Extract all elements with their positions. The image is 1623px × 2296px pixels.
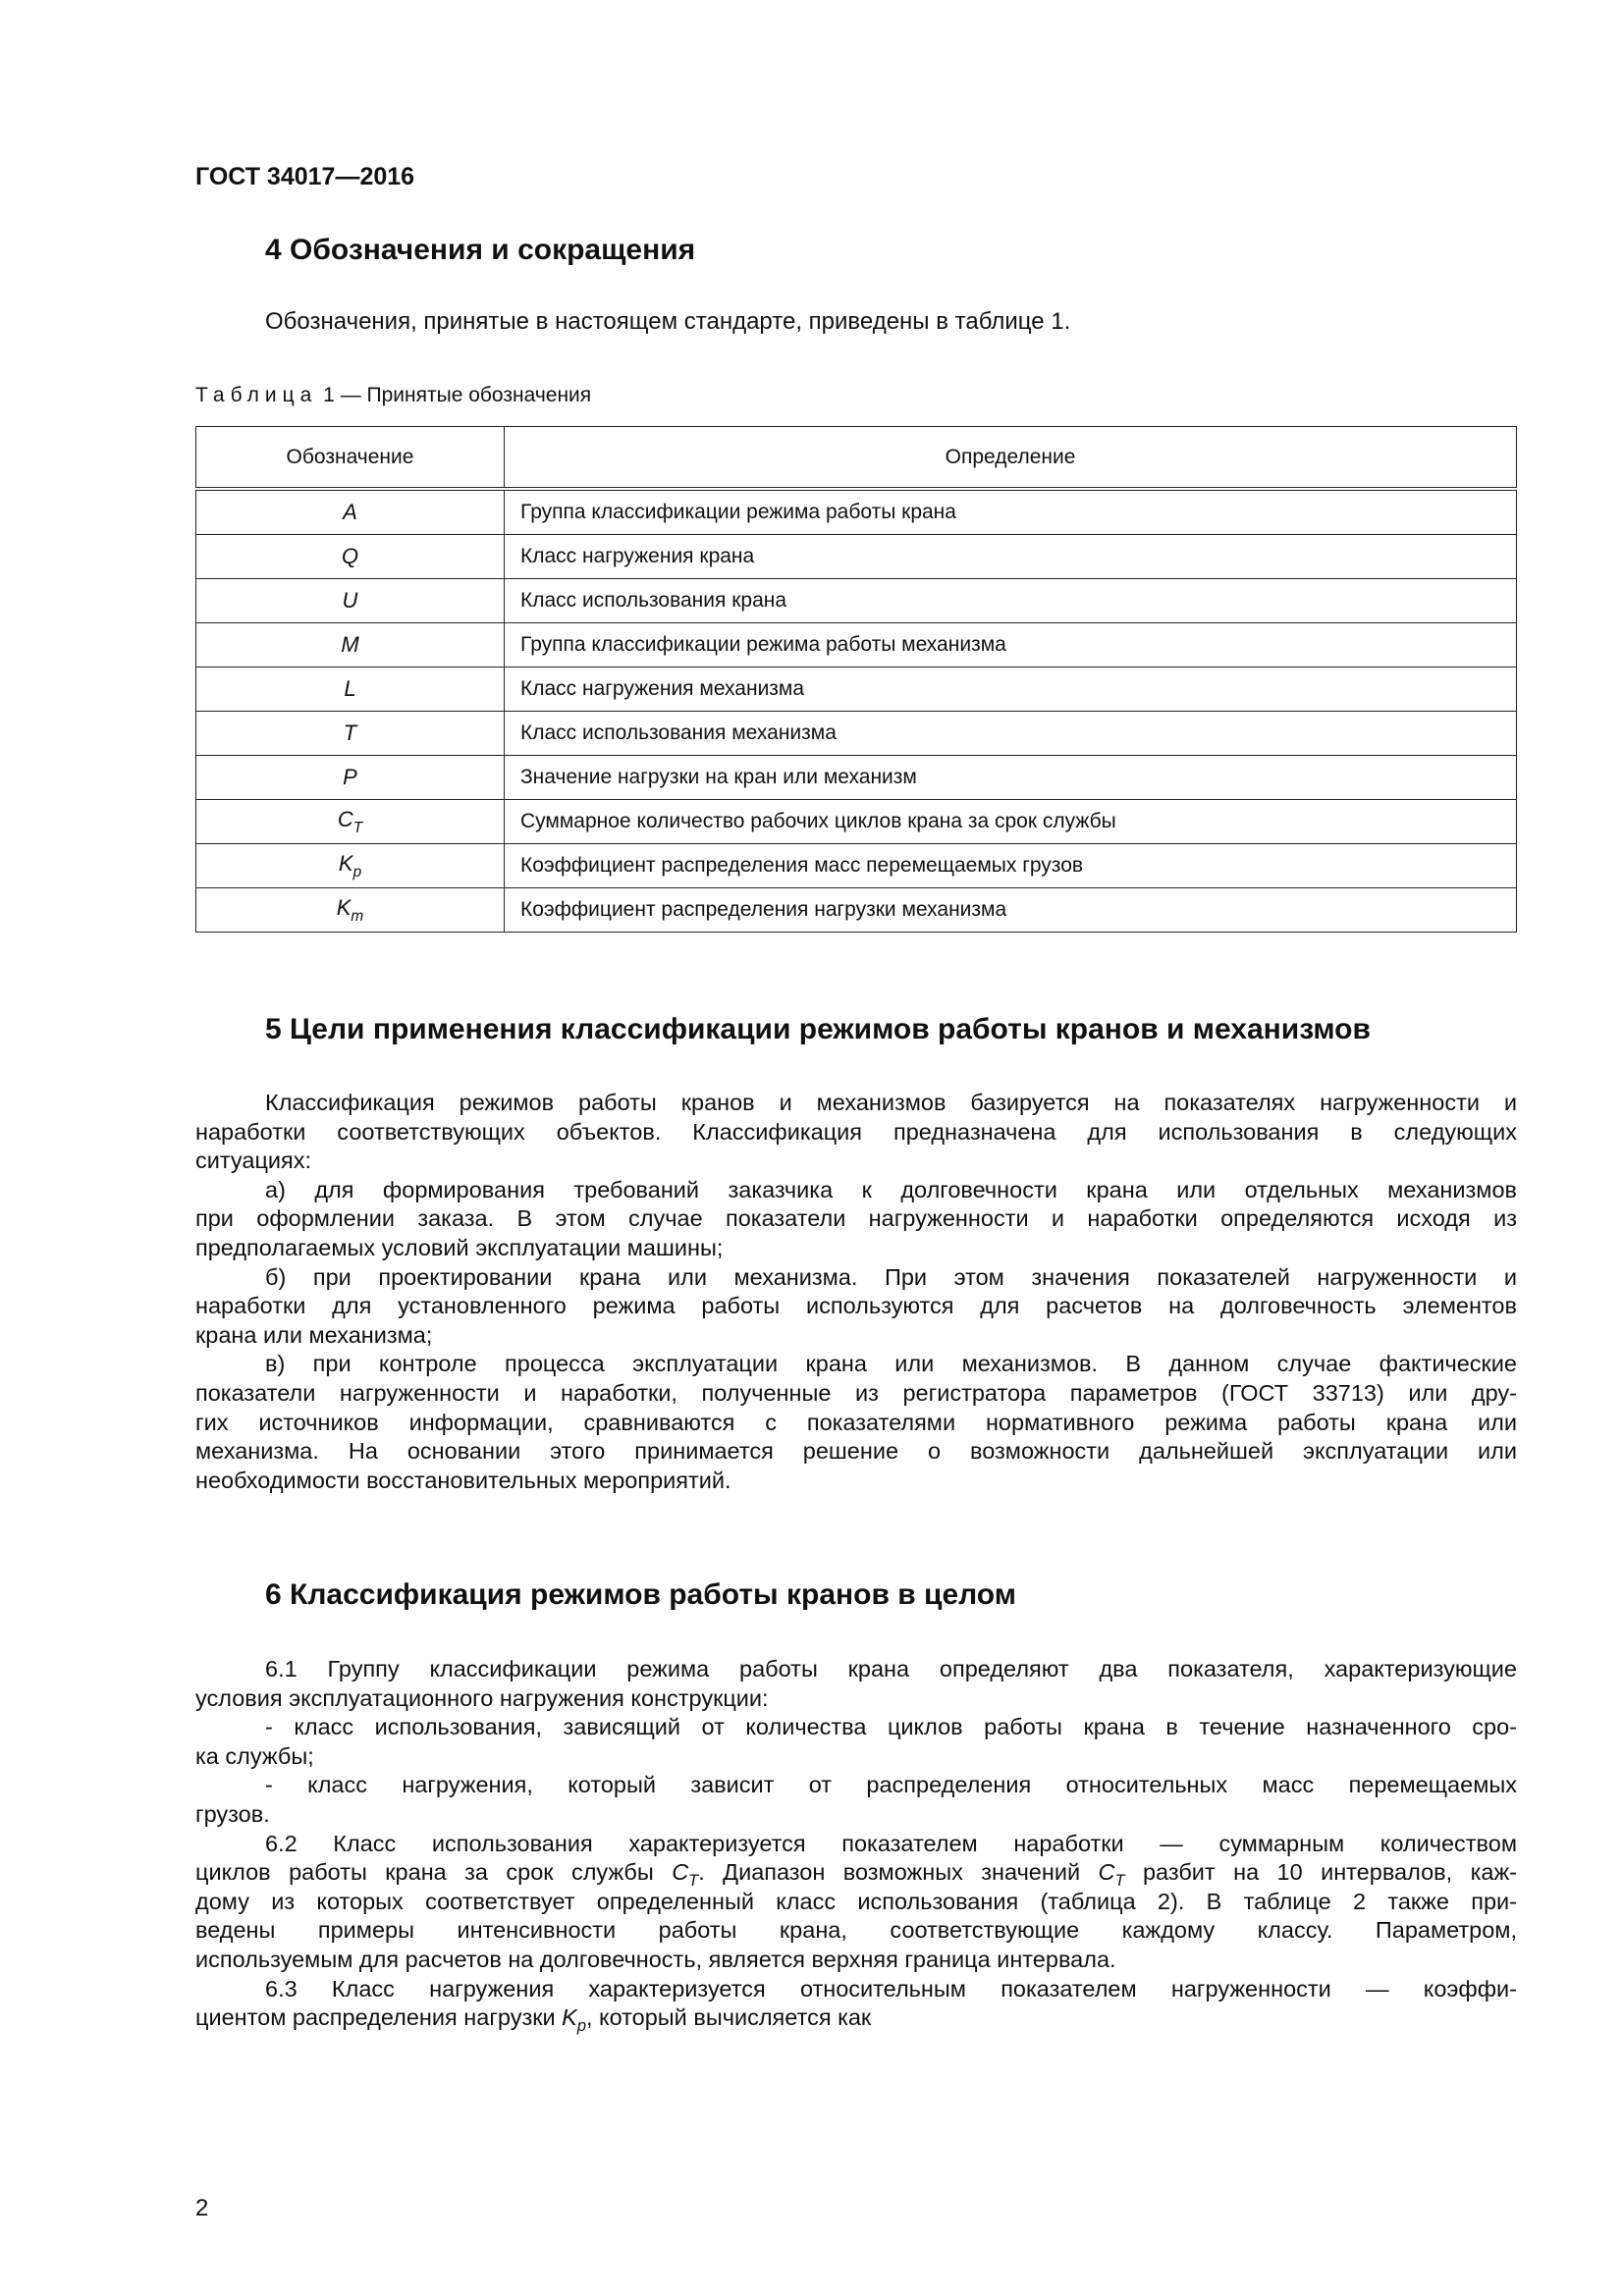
section-4-intro: Обозначения, принятые в настоящем стандарте, приведены в таблице 1.: [265, 308, 1071, 335]
definition-cell: Класс нагружения механизма: [505, 667, 1517, 712]
definition-cell: Группа классификации режима работы механизма: [505, 623, 1517, 667]
designation-symbol: P: [343, 765, 357, 789]
definition-cell: Коэффициент распределения нагрузки механизма: [505, 888, 1517, 933]
designation-symbol: L: [344, 676, 356, 701]
math-subscript: T: [688, 1872, 699, 1891]
column-header-definition: Определение: [505, 427, 1517, 490]
page-number: 2: [195, 2195, 209, 2221]
designation-symbol: C: [337, 806, 353, 831]
definition-cell: Группа классификации режима работы крана: [505, 489, 1517, 535]
text-line: показатели нагруженности и наработки, полученные из регистратора параметров (ГОСТ 33713) или дру-: [195, 1379, 1517, 1406]
text-line: предполагаемых условий эксплуатации машины;: [195, 1234, 724, 1260]
section-6-body: [195, 1655, 1517, 2036]
table-row: [196, 712, 1517, 756]
table-row: [196, 888, 1517, 933]
text-line: дому из которых соответствует определенный класс использования (таблица 2). В таблице 2 также при-: [195, 1888, 1517, 1914]
text-line: а) для формирования требований заказчика к долговечности крана или отдельных механизмов: [265, 1176, 1517, 1202]
designation-cell: [196, 623, 505, 667]
designation-symbol: K: [338, 850, 353, 876]
text-line: [195, 1858, 1517, 1891]
text-line: крана или механизма;: [195, 1321, 433, 1348]
designation-cell: [196, 756, 505, 800]
designation-cell: [196, 712, 505, 756]
text-line: наработки соответствующих объектов. Классификация предназначена для использования в следующих: [195, 1118, 1517, 1145]
text-line: используемым для расчетов на долговечность, является верхняя граница интервала.: [195, 1946, 1116, 1972]
table-caption-label: Таблица: [195, 384, 318, 406]
table-row: [196, 800, 1517, 844]
document-header: ГОСТ 34017—2016: [195, 163, 415, 190]
table-row: [196, 667, 1517, 712]
designation-subscript: p: [352, 863, 362, 881]
text-line: механизма. На основании этого принимается решение о возможности дальнейшей эксплуатации или: [195, 1438, 1517, 1465]
text-line: гих источников информации, сравниваются с показателями нормативного режима работы крана или: [195, 1409, 1517, 1435]
definition-cell: Класс нагружения крана: [505, 535, 1517, 579]
text-line: при оформлении заказа. В этом случае показатели нагруженности и наработки определяются исходя из: [195, 1205, 1517, 1232]
designation-subscript: m: [351, 907, 364, 925]
definition-cell: Значение нагрузки на кран или механизм: [505, 756, 1517, 800]
table-caption-text: 1 — Принятые обозначения: [317, 384, 592, 406]
text-segment: циклов работы крана за срок службы: [195, 1859, 673, 1886]
designation-symbol: A: [343, 500, 357, 524]
designation-symbol: M: [341, 632, 359, 657]
section-4-heading: 4 Обозначения и сокращения: [265, 234, 696, 266]
section-5-body: [195, 1089, 1517, 1495]
definition-cell: Коэффициент распределения масс перемещаемых грузов: [505, 844, 1517, 888]
designation-symbol: K: [336, 894, 352, 920]
designation-cell: [196, 888, 505, 933]
definition-cell: Класс использования крана: [505, 579, 1517, 623]
designation-cell: [196, 800, 505, 844]
text-line: наработки для установленного режима работы используются для расчетов на долговечность элементов: [195, 1293, 1517, 1319]
table-row: [196, 489, 1517, 535]
section-5-heading: 5 Цели применения классификации режимов работы кранов и механизмов: [265, 1013, 1371, 1045]
text-line: б) при проектировании крана или механизма. При этом значения показателей нагруженности и: [265, 1263, 1517, 1290]
definition-cell: Суммарное количество рабочих циклов крана за срок службы: [505, 800, 1517, 844]
math-symbol: C: [1098, 1859, 1115, 1886]
column-header-designation: Обозначение: [196, 427, 505, 490]
designation-cell: [196, 667, 505, 712]
text-line: - класс использования, зависящий от количества циклов работы крана в течение назначенного сро-: [265, 1714, 1517, 1740]
math-symbol: C: [672, 1859, 689, 1886]
designation-symbol: Q: [341, 544, 359, 568]
text-line: условия эксплуатационного нагружения конструкции:: [195, 1684, 769, 1711]
designation-cell: [196, 844, 505, 888]
table-row: [196, 535, 1517, 579]
text-segment: , который вычисляется как: [586, 2004, 872, 2031]
text-line: в) при контроле процесса эксплуатации крана или механизмов. В данном случае фактические: [265, 1351, 1517, 1377]
designation-cell: [196, 535, 505, 579]
table-row: [196, 756, 1517, 800]
text-line: необходимости восстановительных мероприятий.: [195, 1467, 731, 1493]
text-line: ведены примеры интенсивности работы крана, соответствующие каждому классу. Параметром,: [195, 1917, 1517, 1944]
text-segment: . Диапазон возможных значений: [698, 1859, 1099, 1886]
table-row: [196, 579, 1517, 623]
text-line: [195, 2003, 1517, 2036]
text-line: 6.2 Класс использования характеризуется показателем наработки — суммарным количеством: [265, 1830, 1517, 1856]
text-line: Классификация режимов работы кранов и механизмов базируется на показателях нагруженности и: [265, 1090, 1517, 1115]
designation-cell: [196, 579, 505, 623]
text-segment: циентом распределения нагрузки: [195, 2004, 563, 2031]
designation-symbol: T: [343, 721, 357, 745]
designation-subscript: T: [352, 819, 363, 836]
math-subscript: p: [576, 2017, 586, 2036]
text-line: ка службы;: [195, 1742, 314, 1769]
text-line: ситуациях:: [195, 1148, 312, 1174]
table-caption: [195, 384, 591, 407]
text-segment: разбит на 10 интервалов, каж-: [1124, 1859, 1517, 1886]
text-line: 6.1 Группу классификации режима работы крана определяют два показателя, характеризующие: [265, 1656, 1517, 1682]
math-subscript: T: [1114, 1872, 1125, 1891]
designation-cell: [196, 489, 505, 535]
text-line: грузов.: [195, 1800, 270, 1827]
text-line: - класс нагружения, который зависит от распределения относительных масс перемещаемых: [265, 1772, 1517, 1798]
table-row: [196, 623, 1517, 667]
math-symbol: K: [562, 2004, 577, 2031]
designations-table: [195, 426, 1517, 933]
text-line: 6.3 Класс нагружения характеризуется относительным показателем нагруженности — коэффи-: [265, 1975, 1517, 2002]
designation-symbol: U: [342, 588, 358, 613]
table-row: [196, 844, 1517, 888]
section-6-heading: 6 Классификация режимов работы кранов в целом: [265, 1578, 1016, 1611]
definition-cell: Класс использования механизма: [505, 712, 1517, 756]
